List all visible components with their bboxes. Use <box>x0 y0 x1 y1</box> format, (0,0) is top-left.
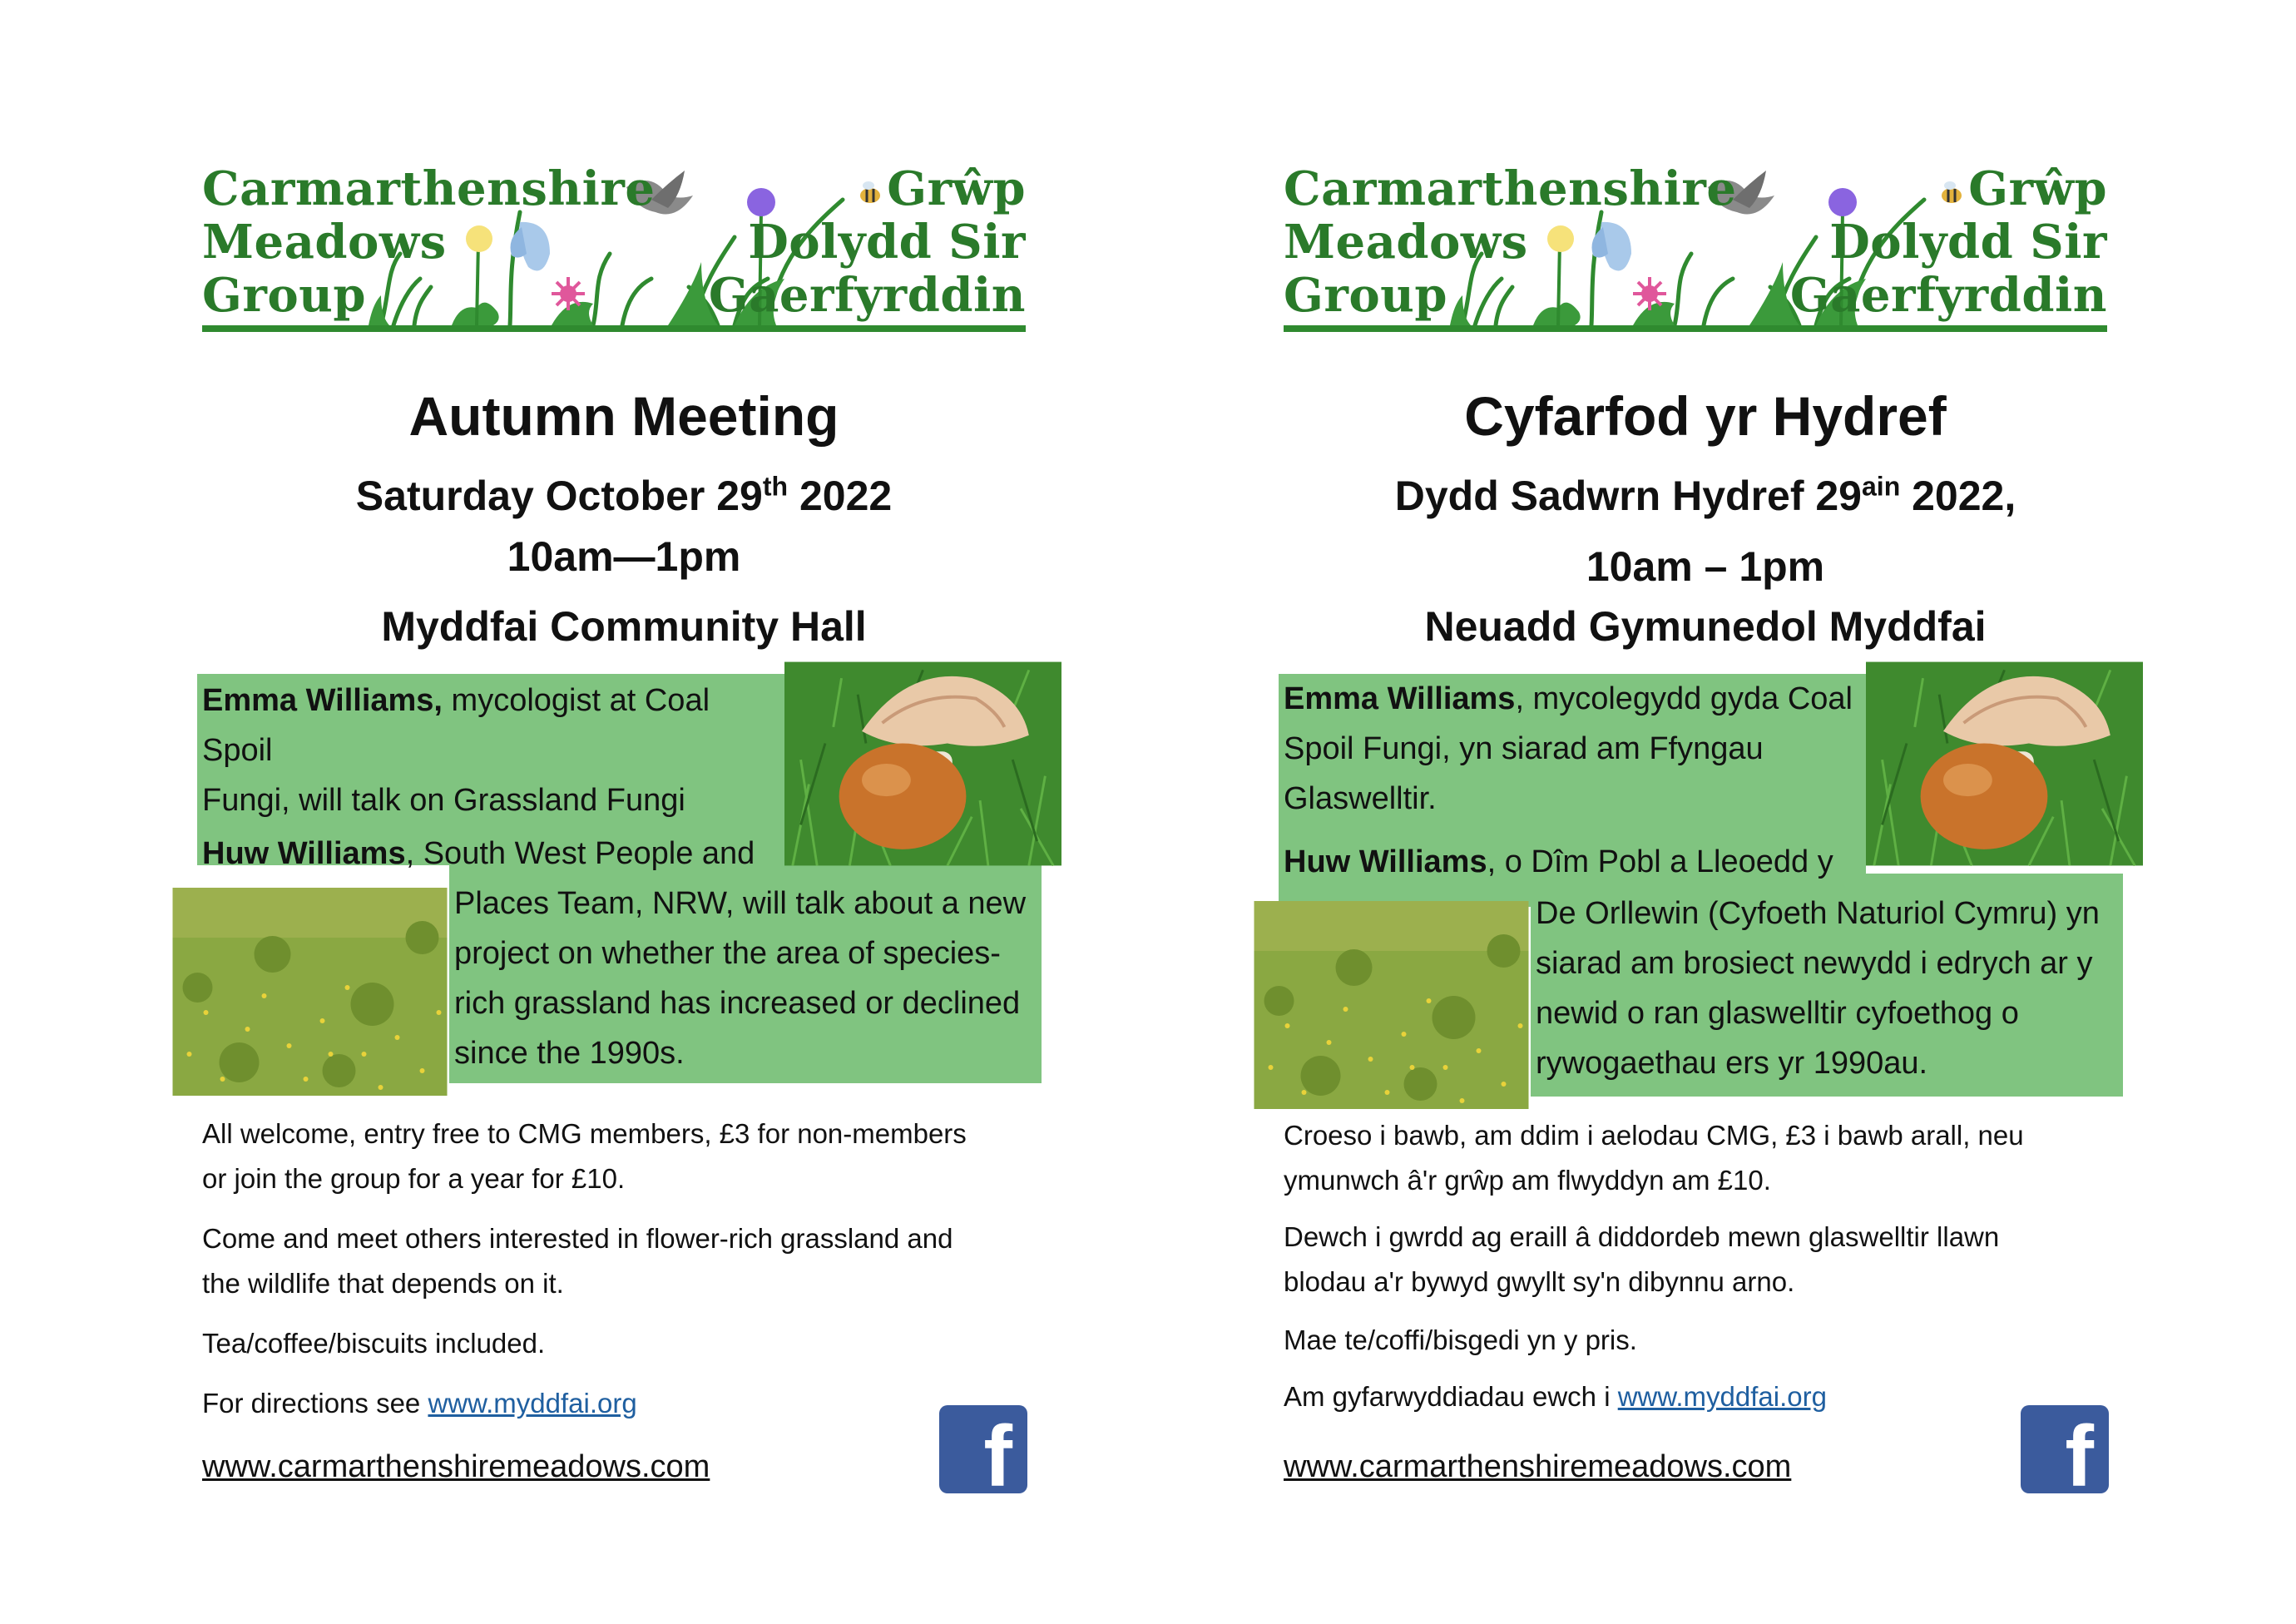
directions-link[interactable]: www.myddfai.org <box>1617 1381 1827 1412</box>
facebook-icon[interactable]: f <box>939 1405 1027 1493</box>
logo-english-name: Carmarthenshire Meadows Group <box>202 161 656 323</box>
directions-text: Am gyfarwyddiadau ewch i www.myddfai.org <box>1284 1381 1827 1412</box>
directions-link[interactable]: www.myddfai.org <box>428 1388 637 1419</box>
meet-text: Come and meet others interested in flower-rich grassland and the wildlife that depends on it. <box>202 1223 953 1299</box>
welsh-flyer <box>1081 0 2229 1624</box>
event-venue: Myddfai Community Hall <box>381 603 867 650</box>
event-time: 10am – 1pm <box>1586 543 1825 590</box>
welcome-text: Croeso i bawb, am ddim i aelodau CMG, £3 i bawb arall, neu ymunwch â'r grŵp am flwyddyn am £10. <box>1284 1120 2024 1196</box>
event-title: Autumn Meeting <box>408 385 839 447</box>
meadow-photo <box>1252 901 1531 1109</box>
mushroom-photo <box>784 660 1061 868</box>
logo-english-name: Carmarthenshire Meadows Group <box>1284 161 1737 323</box>
logo-banner <box>202 162 1026 337</box>
speaker-2-intro: Huw Williams, South West People and <box>202 836 755 871</box>
speaker-1: Emma Williams, mycologist at Coal Spoil Fungi, will talk on Grassland Fungi <box>202 683 710 818</box>
refreshments-text: Tea/coffee/biscuits included. <box>202 1328 546 1359</box>
website-link[interactable]: www.carmarthenshiremeadows.com <box>202 1449 710 1484</box>
speaker-2-details: De Orllewin (Cyfoeth Naturiol Cymru) yn siarad am brosiect newydd i edrych ar y newid o ran glaswelltir cyfoethog o rywogaethau ers yr 1990au. <box>1536 896 2100 1081</box>
logo-welsh-name: Grŵp Dolydd Sir Gaerfyrddin <box>1789 161 2107 323</box>
facebook-icon[interactable]: f <box>2021 1405 2109 1493</box>
refreshments-text: Mae te/coffi/bisgedi yn y pris. <box>1284 1324 1637 1355</box>
event-title: Cyfarfod yr Hydref <box>1464 385 1947 447</box>
event-venue: Neuadd Gymunedol Myddfai <box>1424 603 1987 650</box>
meadow-photo <box>171 888 449 1096</box>
event-time: 10am—1pm <box>507 533 741 580</box>
event-date: Saturday October 29th 2022 <box>355 471 893 519</box>
website-link[interactable]: www.carmarthenshiremeadows.com <box>1284 1449 1792 1484</box>
mushroom-photo <box>1866 660 2143 868</box>
meet-text: Dewch i gwrdd ag eraill â diddordeb mewn glaswelltir llawn blodau a'r bywyd gwyllt sy'n dibynnu arno. <box>1284 1221 2000 1297</box>
event-date: Dydd Sadwrn Hydref $29^{ain}$ 2022, <box>1394 471 2016 519</box>
speaker-1: Emma Williams, mycolegydd gyda Coal Spoil Fungi, yn siarad am Ffyngau Glaswelltir. <box>1284 681 1853 816</box>
speaker-2-details: Places Team, NRW, will talk about a new project on whether the area of species- rich grassland has increased or declined since the 1990s. <box>454 886 1027 1071</box>
logo-banner <box>1284 162 2107 337</box>
speaker-2-intro: Huw Williams, o Dîm Pobl a Lleoedd y <box>1284 844 1833 879</box>
logo-welsh-name: Grŵp Dolydd Sir Gaerfyrddin <box>708 161 1026 323</box>
directions-text: For directions see www.myddfai.org <box>202 1388 637 1419</box>
welcome-text: All welcome, entry free to CMG members, £3 for non-members or join the group for a year for £10. <box>202 1118 967 1194</box>
